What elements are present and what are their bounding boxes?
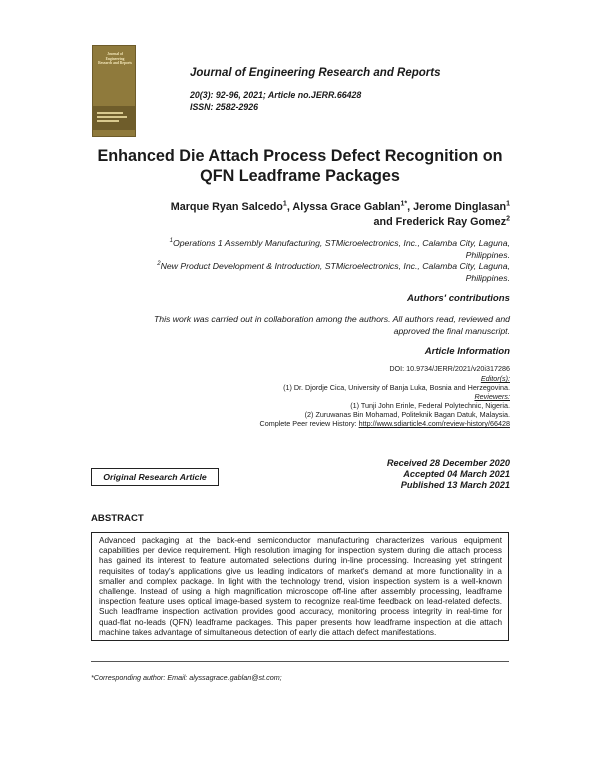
doi-line: DOI: 10.9734/JERR/2021/v20i317286 bbox=[389, 364, 510, 373]
cover-line bbox=[97, 116, 127, 118]
paper-title bbox=[60, 146, 540, 186]
reviewer-entry: (1) Tunji John Erinle, Federal Polytechnic, Nigeria. bbox=[350, 401, 510, 410]
reviewers-label: Reviewers: bbox=[474, 392, 510, 401]
affiliation-text: Philippines. bbox=[465, 249, 510, 260]
paper-title-line: QFN Leadframe Packages bbox=[200, 167, 400, 185]
editor-label: Editor(s): bbox=[480, 374, 510, 383]
article-info-heading: Article Information bbox=[424, 346, 510, 357]
author-conjunction: and bbox=[373, 215, 396, 228]
author-affiliation-mark: 1 bbox=[282, 200, 287, 208]
affiliation-mark: 2 bbox=[157, 261, 161, 268]
author-list bbox=[90, 200, 510, 229]
article-type-badge: Original Research Article bbox=[91, 468, 219, 486]
author-name: Alyssa Grace Gablan bbox=[292, 201, 401, 213]
affiliation bbox=[110, 238, 510, 261]
cover-title-line: Journal of bbox=[107, 52, 123, 56]
accepted-date: Accepted 04 March 2021 bbox=[403, 469, 510, 479]
footnote-divider bbox=[91, 661, 509, 662]
cover-line bbox=[97, 112, 123, 114]
author-affiliation-mark: 1 bbox=[506, 200, 510, 208]
contributions-line: approved the final manuscript. bbox=[393, 325, 510, 336]
received-date: Received 28 December 2020 bbox=[386, 458, 510, 468]
journal-issn-line: ISSN: 2582-2926 bbox=[190, 102, 258, 112]
corresponding-author-footnote: *Corresponding author: Email: alyssagrace.gablan@st.com; bbox=[91, 673, 282, 682]
cover-title-line: Engineering bbox=[105, 56, 125, 61]
published-date: Published 13 March 2021 bbox=[400, 480, 510, 490]
cover-line bbox=[97, 120, 119, 122]
cover-title bbox=[97, 52, 133, 66]
author-affiliation-mark: 2 bbox=[506, 214, 510, 222]
author-name: Frederick Ray Gomez bbox=[395, 215, 507, 228]
review-history-link[interactable]: http://www.sdiarticle4.com/review-history/66428 bbox=[358, 419, 510, 428]
affiliation-text: Operations 1 Assembly Manufacturing, STMicroelectronics, Inc., Calamba City, Laguna, bbox=[172, 238, 510, 248]
cover-band bbox=[93, 106, 136, 130]
affiliation-text: New Product Development & Introduction, STMicroelectronics, Inc., Calamba City, Laguna, bbox=[160, 261, 510, 271]
author-name: Jerome Dinglasan bbox=[413, 201, 507, 213]
affiliation-mark: 1 bbox=[169, 238, 173, 245]
affiliation-text: Philippines. bbox=[465, 272, 510, 283]
contributions-text bbox=[90, 314, 510, 337]
review-history-label: Complete Peer review History: bbox=[259, 419, 359, 428]
author-line bbox=[90, 215, 510, 230]
reviewer-entry: (2) Zuruwanas Bin Mohamad, Politeknik Bagan Datuk, Malaysia. bbox=[304, 410, 510, 419]
author-separator: , bbox=[286, 201, 293, 213]
contributions-heading: Authors' contributions bbox=[406, 293, 510, 304]
author-name: Marque Ryan Salcedo bbox=[170, 201, 283, 213]
author-affiliation-mark: 1* bbox=[400, 200, 408, 208]
author-separator: , bbox=[407, 201, 414, 213]
abstract-text: Advanced packaging at the back-end semiconductor manufacturing characterizes various equipment capabilities per device requirement. High resolution imaging for inspection system during die attach process has gained its interest to feature automated selections during in-line processing. Increasing yet stringent requisites of today's applications give us leading indicators of market's demand at more functionality in a smaller and complex package. In light with the technology trend, vision inspection system is a well-known challenge. Instead of using a high magnification microscope off-line after assembly processing, leadframe inspection feature uses optical image-based system to recognize real-time feedback on lead-related defects. Such leadframe inspection activation provides good accuracy, monitoring process integrity in real-time for quad-flat no-leads (QFN) leadframe packages. This paper presents how leadframe inspection at die attach machine takes advantage of simultaneous detection of early die attach defect manifestations. bbox=[91, 532, 509, 641]
journal-cover-thumbnail bbox=[92, 45, 136, 137]
editor-entry: (1) Dr. Djordje Cica, University of Banja Luka, Bosnia and Herzegovina. bbox=[283, 383, 510, 392]
review-history-line bbox=[260, 419, 510, 428]
journal-volume-line: 20(3): 92-96, 2021; Article no.JERR.66428 bbox=[190, 90, 362, 100]
abstract-heading: ABSTRACT bbox=[91, 513, 144, 524]
contributions-line: This work was carried out in collaboration among the authors. All authors read, reviewed and bbox=[153, 314, 510, 324]
journal-name: Journal of Engineering Research and Reports bbox=[190, 67, 441, 79]
author-line bbox=[90, 200, 510, 215]
paper-title-line: Enhanced Die Attach Process Defect Recognition on bbox=[97, 147, 503, 165]
cover-title-line: Research and Reports bbox=[98, 61, 132, 66]
affiliation bbox=[110, 261, 510, 284]
